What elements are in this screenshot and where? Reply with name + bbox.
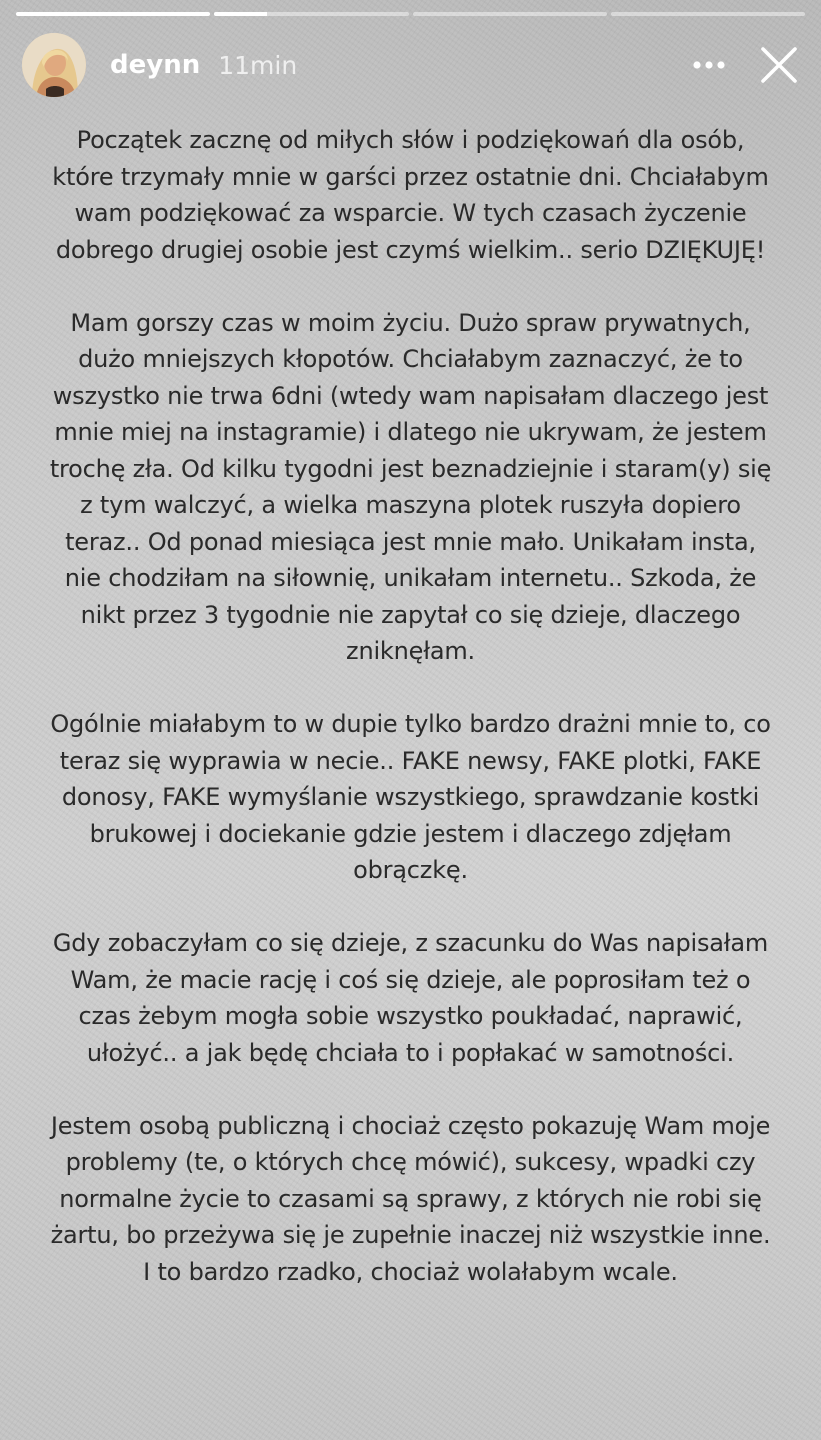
close-icon: [759, 45, 799, 85]
progress-segment: [611, 12, 805, 16]
story-paragraph: Jestem osobą publiczną i chociaż często pokazuję Wam moje problemy (te, o których chcę mówić), sukcesy, wpadki czy normalne życie to czasami są sprawy, z których nie robi się żartu, bo przeżywa się je zupełnie inaczej niż wszystkie inne. I to bardzo rzadko, chociaż wolałabym wcale.: [50, 1111, 771, 1286]
story-progress-bar: [16, 12, 805, 16]
story-paragraph: Mam gorszy czas w moim życiu. Dużo spraw prywatnych, dużo mniejszych kłopotów. Chciałabym zaznaczyć, że to wszystko nie trwa 6dni (wtedy wam napisałam dlaczego jest mnie miej na instagramie) i dlatego nie ukrywam, że jestem trochę zła. Od kilku tygodni jest beznadziejnie i staram(y) się z tym walczyć, a wielka maszyna plotek ruszyła dopiero teraz.. Od ponad miesiąca jest mnie mało. Unikałam insta, nie chodziłam na siłownię, unikałam internetu.. Szkoda, że nikt przez 3 tygodnie nie zapytał co się dzieje, dlaczego zniknęłam.: [49, 308, 772, 665]
close-button[interactable]: [755, 41, 803, 89]
username[interactable]: deynn: [110, 50, 201, 80]
progress-segment: [214, 12, 408, 16]
story-paragraph: Początek zacznę od miłych słów i podziękowań dla osób, które trzymały mnie w garści przez ostatnie dni. Chciałabym wam podziękować za wsparcie. W tych czasach życzenie dobrego drugiej osobie jest czymś wielkim.. serio DZIĘKUJĘ!: [52, 126, 769, 264]
story-text: [48, 122, 773, 1327]
story-paragraph: Gdy zobaczyłam co się dzieje, z szacunku do Was napisałam Wam, że macie rację i coś się dzieje, ale poprosiłam też o czas żebym mogła sobie wszystko poukładać, naprawić, ułożyć.. a jak będę chciała to i popłakać w samotności.: [52, 929, 769, 1067]
progress-fill: [16, 12, 210, 16]
progress-fill: [214, 12, 266, 16]
post-time: 11min: [218, 50, 298, 80]
more-options-button[interactable]: [685, 41, 733, 89]
story-paragraph: Ogólnie miałabym to w dupie tylko bardzo drażni mnie to, co teraz się wyprawia w necie.. FAKE newsy, FAKE plotki, FAKE donosy, FAKE wymyślanie wszystkiego, sprawdzanie kostki brukowej i dociekanie gdzie jestem i dlaczego zdjęłam obrączkę.: [50, 710, 771, 884]
avatar[interactable]: [22, 33, 86, 97]
more-horizontal-icon: [692, 60, 726, 70]
progress-segment: [16, 12, 210, 16]
progress-segment: [413, 12, 607, 16]
story-header: [22, 30, 803, 100]
